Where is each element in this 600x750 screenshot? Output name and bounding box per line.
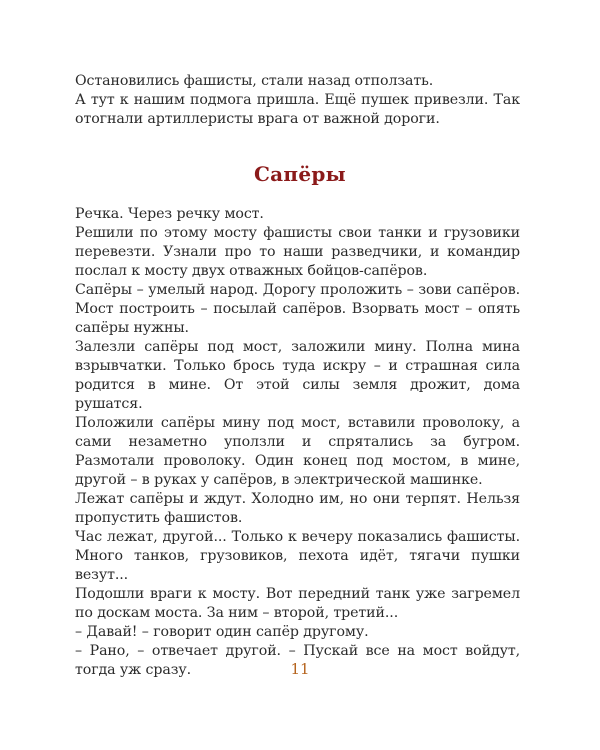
- story-paragraph: – Рано, – отвечает другой. – Пускай все на мост войдут, тогда уж сразу.: [75, 643, 520, 678]
- story-paragraph: – Давай! – говорит один сапёр другому.: [75, 624, 369, 640]
- chapter-title: Сапёры: [253, 162, 347, 186]
- story-paragraph: Залезли сапёры под мост, заложили мину. Полна мина взрывчатки. Только брось туда искру – и страшная сила родится в мине. От этой силы земля дрожит, дома рушатся.: [75, 339, 520, 412]
- story-paragraph: Речка. Через речку мост.: [75, 206, 264, 222]
- intro-paragraph: Остановились фашисты, стали назад отползать.: [75, 73, 434, 89]
- intro-paragraph: А тут к нашим подмога пришла. Ещё пушек привезли. Так отогнали артиллеристы врага от важной дороги.: [75, 92, 520, 127]
- intro-text: [75, 72, 520, 129]
- story-paragraph: Подошли враги к мосту. Вот передний танк уже загремел по доскам моста. За ним – второй, третий...: [75, 586, 520, 621]
- story-paragraph: Решили по этому мосту фашисты свои танки и грузовики перевезти. Узнали про то наши разведчики, и командир послал к мосту двух отважных бойцов-сапёров.: [75, 225, 520, 279]
- story-paragraph: Лежат сапёры и ждут. Холодно им, но они терпят. Нельзя пропустить фашистов.: [75, 491, 520, 526]
- chapter-text: [75, 205, 520, 680]
- story-paragraph: Положили сапёры мину под мост, вставили проволоку, а сами незаметно уползли и спрятались за бугром. Размотали проволоку. Один конец под мостом, в мине, другой – в руках у сапёров, в электрической машинке.: [75, 415, 520, 488]
- story-paragraph: Час лежат, другой... Только к вечеру показались фашисты. Много танков, грузовиков, пехота идёт, тягачи пушки везут...: [75, 529, 520, 583]
- story-paragraph: Сапёры – умелый народ. Дорогу проложить – зови сапёров. Мост построить – посылай сапёров. Взорвать мост – опять сапёры нужны.: [75, 282, 520, 336]
- page-number: 11: [290, 660, 310, 678]
